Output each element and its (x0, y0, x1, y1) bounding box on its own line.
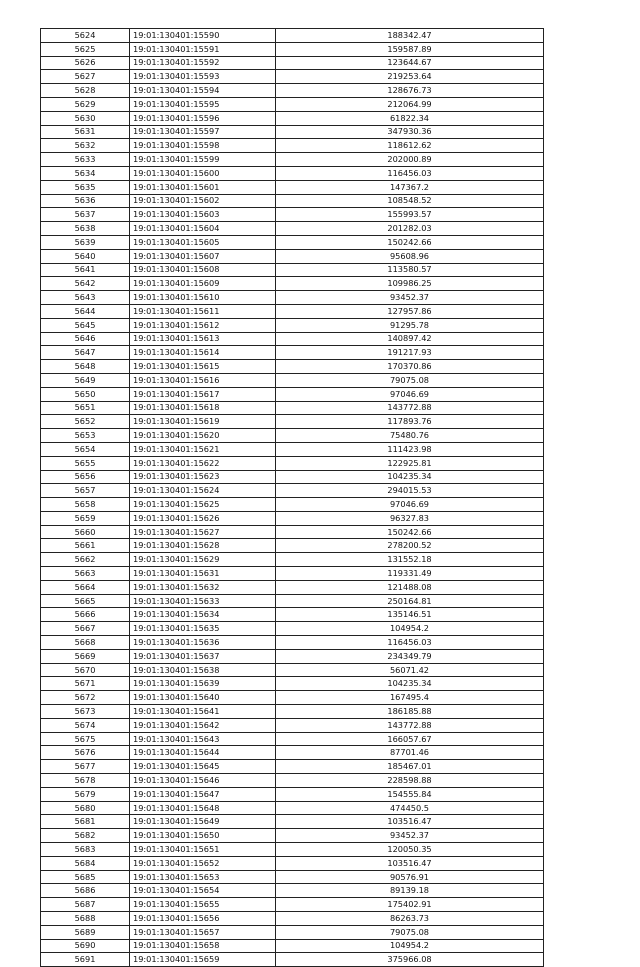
cadastral-number-cell: 19:01:130401:15628 (130, 539, 276, 553)
cadastral-number-cell: 19:01:130401:15649 (130, 815, 276, 829)
table-row (41, 787, 544, 801)
row-number-cell: 5645 (41, 318, 130, 332)
cadastral-number-cell: 19:01:130401:15650 (130, 829, 276, 843)
amount-cell: 87701.46 (276, 746, 544, 760)
cadastral-number-cell: 19:01:130401:15616 (130, 373, 276, 387)
row-number-cell: 5683 (41, 843, 130, 857)
row-number-cell: 5682 (41, 829, 130, 843)
table-row (41, 153, 544, 167)
row-number-cell: 5636 (41, 194, 130, 208)
table-row (41, 277, 544, 291)
table-row (41, 442, 544, 456)
cadastral-number-cell: 19:01:130401:15611 (130, 304, 276, 318)
row-number-cell: 5676 (41, 746, 130, 760)
table-row (41, 760, 544, 774)
cadastral-number-cell: 19:01:130401:15629 (130, 553, 276, 567)
cadastral-number-cell: 19:01:130401:15610 (130, 291, 276, 305)
cadastral-number-cell: 19:01:130401:15598 (130, 139, 276, 153)
amount-cell: 75480.76 (276, 429, 544, 443)
cadastral-number-cell: 19:01:130401:15623 (130, 470, 276, 484)
row-number-cell: 5689 (41, 925, 130, 939)
amount-cell: 86263.73 (276, 912, 544, 926)
table-row (41, 360, 544, 374)
cadastral-number-cell: 19:01:130401:15599 (130, 153, 276, 167)
table-row (41, 208, 544, 222)
table-row (41, 774, 544, 788)
amount-cell: 294015.53 (276, 484, 544, 498)
amount-cell: 109986.25 (276, 277, 544, 291)
amount-cell: 113580.57 (276, 263, 544, 277)
table-row (41, 470, 544, 484)
cadastral-number-cell: 19:01:130401:15639 (130, 677, 276, 691)
cadastral-number-cell: 19:01:130401:15638 (130, 663, 276, 677)
row-number-cell: 5667 (41, 622, 130, 636)
cadastral-number-cell: 19:01:130401:15658 (130, 939, 276, 953)
row-number-cell: 5648 (41, 360, 130, 374)
cadastral-number-cell: 19:01:130401:15657 (130, 925, 276, 939)
row-number-cell: 5677 (41, 760, 130, 774)
cadastral-number-cell: 19:01:130401:15591 (130, 42, 276, 56)
table-row (41, 608, 544, 622)
cadastral-number-cell: 19:01:130401:15608 (130, 263, 276, 277)
table-row (41, 97, 544, 111)
table-row (41, 456, 544, 470)
row-number-cell: 5686 (41, 884, 130, 898)
cadastral-number-cell: 19:01:130401:15656 (130, 912, 276, 926)
row-number-cell: 5668 (41, 636, 130, 650)
row-number-cell: 5652 (41, 415, 130, 429)
amount-cell: 186185.88 (276, 705, 544, 719)
amount-cell: 250164.81 (276, 594, 544, 608)
row-number-cell: 5691 (41, 953, 130, 967)
cadastral-number-cell: 19:01:130401:15615 (130, 360, 276, 374)
row-number-cell: 5674 (41, 718, 130, 732)
cadastral-number-cell: 19:01:130401:15596 (130, 111, 276, 125)
row-number-cell: 5679 (41, 787, 130, 801)
table-row (41, 912, 544, 926)
row-number-cell: 5659 (41, 511, 130, 525)
amount-cell: 154555.84 (276, 787, 544, 801)
cadastral-number-cell: 19:01:130401:15618 (130, 401, 276, 415)
row-number-cell: 5660 (41, 525, 130, 539)
table-row (41, 429, 544, 443)
amount-cell: 347930.36 (276, 125, 544, 139)
amount-cell: 191217.93 (276, 346, 544, 360)
table-row (41, 42, 544, 56)
cadastral-number-cell: 19:01:130401:15648 (130, 801, 276, 815)
cadastral-number-cell: 19:01:130401:15603 (130, 208, 276, 222)
table-row (41, 346, 544, 360)
cadastral-number-cell: 19:01:130401:15595 (130, 97, 276, 111)
table-row (41, 732, 544, 746)
table-row (41, 553, 544, 567)
amount-cell: 170370.86 (276, 360, 544, 374)
amount-cell: 93452.37 (276, 829, 544, 843)
amount-cell: 108548.52 (276, 194, 544, 208)
amount-cell: 219253.64 (276, 70, 544, 84)
amount-cell: 79075.08 (276, 373, 544, 387)
row-number-cell: 5653 (41, 429, 130, 443)
row-number-cell: 5630 (41, 111, 130, 125)
amount-cell: 123644.67 (276, 56, 544, 70)
amount-cell: 127957.86 (276, 304, 544, 318)
row-number-cell: 5624 (41, 29, 130, 43)
cadastral-number-cell: 19:01:130401:15635 (130, 622, 276, 636)
row-number-cell: 5662 (41, 553, 130, 567)
row-number-cell: 5640 (41, 249, 130, 263)
amount-cell: 143772.88 (276, 718, 544, 732)
amount-cell: 201282.03 (276, 222, 544, 236)
cadastral-number-cell: 19:01:130401:15619 (130, 415, 276, 429)
cadastral-number-cell: 19:01:130401:15607 (130, 249, 276, 263)
amount-cell: 96327.83 (276, 511, 544, 525)
cadastral-number-cell: 19:01:130401:15644 (130, 746, 276, 760)
cadastral-number-cell: 19:01:130401:15643 (130, 732, 276, 746)
table-row (41, 870, 544, 884)
row-number-cell: 5657 (41, 484, 130, 498)
cadastral-number-cell: 19:01:130401:15636 (130, 636, 276, 650)
cadastral-number-cell: 19:01:130401:15613 (130, 332, 276, 346)
table-row (41, 580, 544, 594)
row-number-cell: 5644 (41, 304, 130, 318)
row-number-cell: 5654 (41, 442, 130, 456)
table-row (41, 856, 544, 870)
amount-cell: 375966.08 (276, 953, 544, 967)
cadastral-number-cell: 19:01:130401:15624 (130, 484, 276, 498)
amount-cell: 104235.34 (276, 470, 544, 484)
cadastral-number-cell: 19:01:130401:15627 (130, 525, 276, 539)
cadastral-number-cell: 19:01:130401:15614 (130, 346, 276, 360)
amount-cell: 131552.18 (276, 553, 544, 567)
row-number-cell: 5663 (41, 567, 130, 581)
amount-cell: 155993.57 (276, 208, 544, 222)
amount-cell: 188342.47 (276, 29, 544, 43)
table-row (41, 925, 544, 939)
amount-cell: 116456.03 (276, 636, 544, 650)
cadastral-number-cell: 19:01:130401:15602 (130, 194, 276, 208)
table-row (41, 263, 544, 277)
table-row (41, 111, 544, 125)
amount-cell: 234349.79 (276, 649, 544, 663)
table-body (41, 29, 544, 967)
table-row (41, 939, 544, 953)
table-row (41, 249, 544, 263)
amount-cell: 90576.91 (276, 870, 544, 884)
cadastral-number-cell: 19:01:130401:15592 (130, 56, 276, 70)
amount-cell: 95608.96 (276, 249, 544, 263)
table-row (41, 139, 544, 153)
table-row (41, 291, 544, 305)
cadastral-number-cell: 19:01:130401:15594 (130, 84, 276, 98)
amount-cell: 91295.78 (276, 318, 544, 332)
cadastral-number-cell: 19:01:130401:15612 (130, 318, 276, 332)
table-row (41, 649, 544, 663)
table-row (41, 636, 544, 650)
amount-cell: 119331.49 (276, 567, 544, 581)
table-row (41, 318, 544, 332)
row-number-cell: 5627 (41, 70, 130, 84)
table-row (41, 415, 544, 429)
table-row (41, 843, 544, 857)
row-number-cell: 5685 (41, 870, 130, 884)
table-row (41, 815, 544, 829)
table-row (41, 953, 544, 967)
row-number-cell: 5631 (41, 125, 130, 139)
table-row (41, 304, 544, 318)
cadastral-number-cell: 19:01:130401:15605 (130, 235, 276, 249)
row-number-cell: 5684 (41, 856, 130, 870)
row-number-cell: 5656 (41, 470, 130, 484)
row-number-cell: 5650 (41, 387, 130, 401)
row-number-cell: 5641 (41, 263, 130, 277)
amount-cell: 120050.35 (276, 843, 544, 857)
table-row (41, 829, 544, 843)
table-row (41, 567, 544, 581)
table-row (41, 594, 544, 608)
table-row (41, 801, 544, 815)
row-number-cell: 5669 (41, 649, 130, 663)
amount-cell: 150242.66 (276, 525, 544, 539)
table-row (41, 194, 544, 208)
cadastral-number-cell: 19:01:130401:15653 (130, 870, 276, 884)
cadastral-number-cell: 19:01:130401:15633 (130, 594, 276, 608)
cadastral-number-cell: 19:01:130401:15646 (130, 774, 276, 788)
table-row (41, 222, 544, 236)
amount-cell: 118612.62 (276, 139, 544, 153)
table-row (41, 484, 544, 498)
row-number-cell: 5625 (41, 42, 130, 56)
cadastral-number-cell: 19:01:130401:15645 (130, 760, 276, 774)
row-number-cell: 5655 (41, 456, 130, 470)
row-number-cell: 5672 (41, 691, 130, 705)
table-row (41, 525, 544, 539)
table-row (41, 884, 544, 898)
row-number-cell: 5670 (41, 663, 130, 677)
cadastral-number-cell: 19:01:130401:15642 (130, 718, 276, 732)
table-row (41, 166, 544, 180)
table-row (41, 539, 544, 553)
table-row (41, 125, 544, 139)
row-number-cell: 5680 (41, 801, 130, 815)
amount-cell: 79075.08 (276, 925, 544, 939)
table-row (41, 180, 544, 194)
amount-cell: 128676.73 (276, 84, 544, 98)
row-number-cell: 5633 (41, 153, 130, 167)
table-row (41, 498, 544, 512)
amount-cell: 166057.67 (276, 732, 544, 746)
row-number-cell: 5643 (41, 291, 130, 305)
amount-cell: 56071.42 (276, 663, 544, 677)
cadastral-number-cell: 19:01:130401:15593 (130, 70, 276, 84)
row-number-cell: 5678 (41, 774, 130, 788)
amount-cell: 212064.99 (276, 97, 544, 111)
amount-cell: 185467.01 (276, 760, 544, 774)
row-number-cell: 5632 (41, 139, 130, 153)
cadastral-number-cell: 19:01:130401:15634 (130, 608, 276, 622)
amount-cell: 228598.88 (276, 774, 544, 788)
amount-cell: 122925.81 (276, 456, 544, 470)
cadastral-number-cell: 19:01:130401:15654 (130, 884, 276, 898)
amount-cell: 104954.2 (276, 939, 544, 953)
cadastral-number-cell: 19:01:130401:15609 (130, 277, 276, 291)
table-row (41, 332, 544, 346)
row-number-cell: 5665 (41, 594, 130, 608)
row-number-cell: 5675 (41, 732, 130, 746)
cadastral-number-cell: 19:01:130401:15625 (130, 498, 276, 512)
table-row (41, 511, 544, 525)
amount-cell: 147367.2 (276, 180, 544, 194)
table-row (41, 677, 544, 691)
amount-cell: 89139.18 (276, 884, 544, 898)
row-number-cell: 5637 (41, 208, 130, 222)
data-table (40, 28, 544, 967)
cadastral-number-cell: 19:01:130401:15632 (130, 580, 276, 594)
cadastral-number-cell: 19:01:130401:15651 (130, 843, 276, 857)
row-number-cell: 5661 (41, 539, 130, 553)
row-number-cell: 5639 (41, 235, 130, 249)
cadastral-number-cell: 19:01:130401:15600 (130, 166, 276, 180)
row-number-cell: 5671 (41, 677, 130, 691)
row-number-cell: 5666 (41, 608, 130, 622)
table-row (41, 663, 544, 677)
cadastral-number-cell: 19:01:130401:15637 (130, 649, 276, 663)
row-number-cell: 5681 (41, 815, 130, 829)
cadastral-number-cell: 19:01:130401:15621 (130, 442, 276, 456)
row-number-cell: 5638 (41, 222, 130, 236)
amount-cell: 474450.5 (276, 801, 544, 815)
amount-cell: 104954.2 (276, 622, 544, 636)
row-number-cell: 5664 (41, 580, 130, 594)
row-number-cell: 5688 (41, 912, 130, 926)
table-row (41, 70, 544, 84)
amount-cell: 97046.69 (276, 387, 544, 401)
table-row (41, 705, 544, 719)
cadastral-number-cell: 19:01:130401:15631 (130, 567, 276, 581)
amount-cell: 116456.03 (276, 166, 544, 180)
table-row (41, 622, 544, 636)
row-number-cell: 5649 (41, 373, 130, 387)
table-row (41, 373, 544, 387)
amount-cell: 117893.76 (276, 415, 544, 429)
amount-cell: 103516.47 (276, 856, 544, 870)
table-row (41, 56, 544, 70)
amount-cell: 61822.34 (276, 111, 544, 125)
cadastral-number-cell: 19:01:130401:15641 (130, 705, 276, 719)
cadastral-number-cell: 19:01:130401:15655 (130, 898, 276, 912)
amount-cell: 150242.66 (276, 235, 544, 249)
cadastral-number-cell: 19:01:130401:15590 (130, 29, 276, 43)
table-row (41, 84, 544, 98)
amount-cell: 97046.69 (276, 498, 544, 512)
row-number-cell: 5628 (41, 84, 130, 98)
amount-cell: 175402.91 (276, 898, 544, 912)
cadastral-number-cell: 19:01:130401:15647 (130, 787, 276, 801)
table-row (41, 718, 544, 732)
cadastral-number-cell: 19:01:130401:15597 (130, 125, 276, 139)
row-number-cell: 5635 (41, 180, 130, 194)
cadastral-number-cell: 19:01:130401:15601 (130, 180, 276, 194)
cadastral-number-cell: 19:01:130401:15659 (130, 953, 276, 967)
amount-cell: 104235.34 (276, 677, 544, 691)
cadastral-number-cell: 19:01:130401:15620 (130, 429, 276, 443)
amount-cell: 159587.89 (276, 42, 544, 56)
row-number-cell: 5642 (41, 277, 130, 291)
amount-cell: 103516.47 (276, 815, 544, 829)
amount-cell: 111423.98 (276, 442, 544, 456)
row-number-cell: 5690 (41, 939, 130, 953)
table-row (41, 235, 544, 249)
amount-cell: 135146.51 (276, 608, 544, 622)
amount-cell: 143772.88 (276, 401, 544, 415)
row-number-cell: 5634 (41, 166, 130, 180)
table-row (41, 29, 544, 43)
cadastral-number-cell: 19:01:130401:15617 (130, 387, 276, 401)
amount-cell: 93452.37 (276, 291, 544, 305)
table-row (41, 746, 544, 760)
row-number-cell: 5658 (41, 498, 130, 512)
row-number-cell: 5651 (41, 401, 130, 415)
cadastral-number-cell: 19:01:130401:15622 (130, 456, 276, 470)
amount-cell: 140897.42 (276, 332, 544, 346)
amount-cell: 202000.89 (276, 153, 544, 167)
row-number-cell: 5629 (41, 97, 130, 111)
amount-cell: 167495.4 (276, 691, 544, 705)
amount-cell: 278200.52 (276, 539, 544, 553)
cadastral-number-cell: 19:01:130401:15626 (130, 511, 276, 525)
cadastral-number-cell: 19:01:130401:15604 (130, 222, 276, 236)
table-row (41, 691, 544, 705)
row-number-cell: 5647 (41, 346, 130, 360)
row-number-cell: 5646 (41, 332, 130, 346)
cadastral-number-cell: 19:01:130401:15652 (130, 856, 276, 870)
row-number-cell: 5673 (41, 705, 130, 719)
table-row (41, 387, 544, 401)
row-number-cell: 5687 (41, 898, 130, 912)
row-number-cell: 5626 (41, 56, 130, 70)
cadastral-number-cell: 19:01:130401:15640 (130, 691, 276, 705)
table-row (41, 401, 544, 415)
amount-cell: 121488.08 (276, 580, 544, 594)
